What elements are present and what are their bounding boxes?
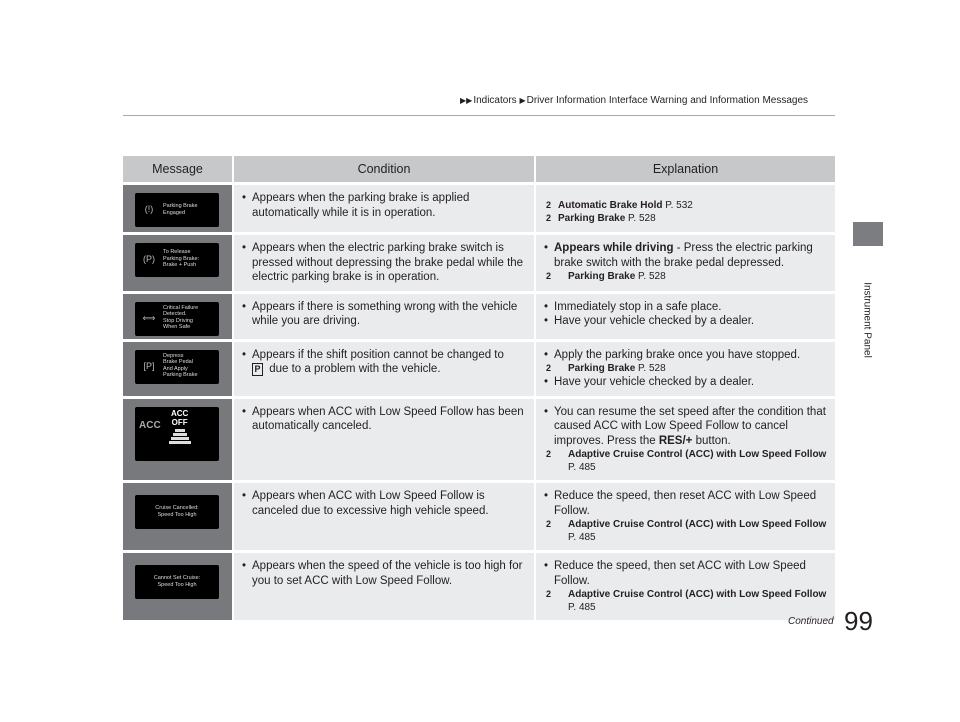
condition-cell: • Appears when the speed of the vehicle is too high for you to set ACC with Low Speed Follow. (232, 553, 534, 623)
message-screen-image: Cruise Cancelled: Speed Too High (135, 495, 219, 529)
table-header-row (123, 156, 835, 185)
distance-bars-icon (169, 429, 191, 445)
message-cell (123, 399, 232, 484)
condition-cell: • Appears when the electric parking brake switch is pressed without depressing the brake pedal while the electric parking brake is in operation. (232, 235, 534, 294)
acc-off-label: ACC OFF (171, 408, 189, 427)
condition-cell: • Appears when the parking brake is applied automatically while it is in operation. (232, 185, 534, 235)
table-row (123, 185, 835, 235)
messages-table (123, 156, 835, 623)
double-arrow-icon: ▶▶ (460, 96, 473, 105)
column-header-message: Message (123, 156, 232, 185)
page-reference-link[interactable]: 2 Adaptive Cruise Control (ACC) with Low Speed Follow P. 485 (544, 588, 829, 614)
message-cell (123, 553, 232, 623)
explanation-cell: • Immediately stop in a safe place. • Have your vehicle checked by a dealer. (534, 294, 835, 342)
condition-cell: • Appears if there is something wrong with the vehicle while you are driving. (232, 294, 534, 342)
explanation-cell (534, 185, 835, 235)
table-row (123, 342, 835, 399)
explanation-cell: • You can resume the set speed after the condition that caused ACC with Low Speed Follow to cancel improves. Press the RES/+ button. 2 Adaptive Cruise Control (ACC) with Low Speed Follow P. 485 (534, 399, 835, 484)
page-number: 99 (844, 606, 873, 636)
stop-icon: ⟺ (142, 312, 156, 323)
column-header-explanation: Explanation (534, 156, 835, 185)
explanation-cell: • Apply the parking brake once you have stopped. 2 Parking Brake P. 528 • Have your vehicle checked by a dealer. (534, 342, 835, 399)
message-cell (123, 235, 232, 294)
explanation-cell: • Appears while driving - Press the electric parking brake switch with the brake pedal depressed. 2 Parking Brake P. 528 (534, 235, 835, 294)
table-row (123, 294, 835, 342)
breadcrumb-topic[interactable]: Driver Information Interface Warning and Information Messages (526, 95, 809, 106)
message-cell (123, 185, 232, 235)
brake-icon: (!) (144, 204, 154, 214)
page-reference-link[interactable]: 2 Automatic Brake Hold P. 532 (544, 199, 829, 212)
message-screen-image: ⟺ Critical Failure Detected. Stop Driving When Safe (135, 302, 219, 336)
page-reference-link[interactable]: 2 Parking Brake P. 528 (544, 270, 829, 283)
parking-brake-icon: (P) (143, 254, 155, 264)
table-row (123, 553, 835, 623)
page-reference-link[interactable]: 2 Parking Brake P. 528 (544, 212, 829, 225)
page-reference-link[interactable]: 2 Adaptive Cruise Control (ACC) with Low Speed Follow P. 485 (544, 518, 829, 544)
table-row (123, 399, 835, 484)
condition-cell: • Appears when ACC with Low Speed Follow is canceled due to excessive high vehicle speed. (232, 483, 534, 553)
message-screen-image: (!) Parking Brake Engaged (135, 193, 219, 227)
breadcrumb (460, 95, 808, 106)
condition-cell: • Appears if the shift position cannot be changed to P due to a problem with the vehicle. (232, 342, 534, 399)
header-rule (123, 115, 835, 116)
explanation-cell: • Reduce the speed, then reset ACC with Low Speed Follow. 2 Adaptive Cruise Control (ACC) with Low Speed Follow P. 485 (534, 483, 835, 553)
side-tab-marker (853, 222, 883, 246)
page-reference-link[interactable]: 2 Parking Brake P. 528 (544, 362, 829, 375)
table-row (123, 483, 835, 553)
condition-cell: • Appears when ACC with Low Speed Follow has been automatically canceled. (232, 399, 534, 484)
side-section-label: Instrument Panel (861, 282, 873, 358)
message-screen-image (135, 407, 219, 461)
message-screen-image: Cannot Set Cruise: Speed Too High (135, 565, 219, 599)
message-screen-image: [P] Depress Brake Pedal And Apply Parking Brake (135, 350, 219, 384)
arrow-icon: ▶ (519, 96, 526, 105)
message-cell (123, 294, 232, 342)
table-row (123, 235, 835, 294)
continued-label: Continued (788, 616, 834, 627)
message-screen-image: (P) To Release Parking Brake: Brake + Push (135, 243, 219, 277)
acc-indicator-icon: ACC (139, 419, 161, 431)
p-brake-icon: [P] (143, 360, 155, 371)
page-reference-link[interactable]: 2 Adaptive Cruise Control (ACC) with Low Speed Follow P. 485 (544, 448, 829, 474)
column-header-condition: Condition (232, 156, 534, 185)
explanation-cell: • Reduce the speed, then set ACC with Low Speed Follow. 2 Adaptive Cruise Control (ACC) with Low Speed Follow P. 485 (534, 553, 835, 623)
message-cell (123, 483, 232, 553)
message-cell (123, 342, 232, 399)
park-position-icon: P (252, 363, 263, 376)
breadcrumb-section[interactable]: Indicators (473, 95, 517, 106)
